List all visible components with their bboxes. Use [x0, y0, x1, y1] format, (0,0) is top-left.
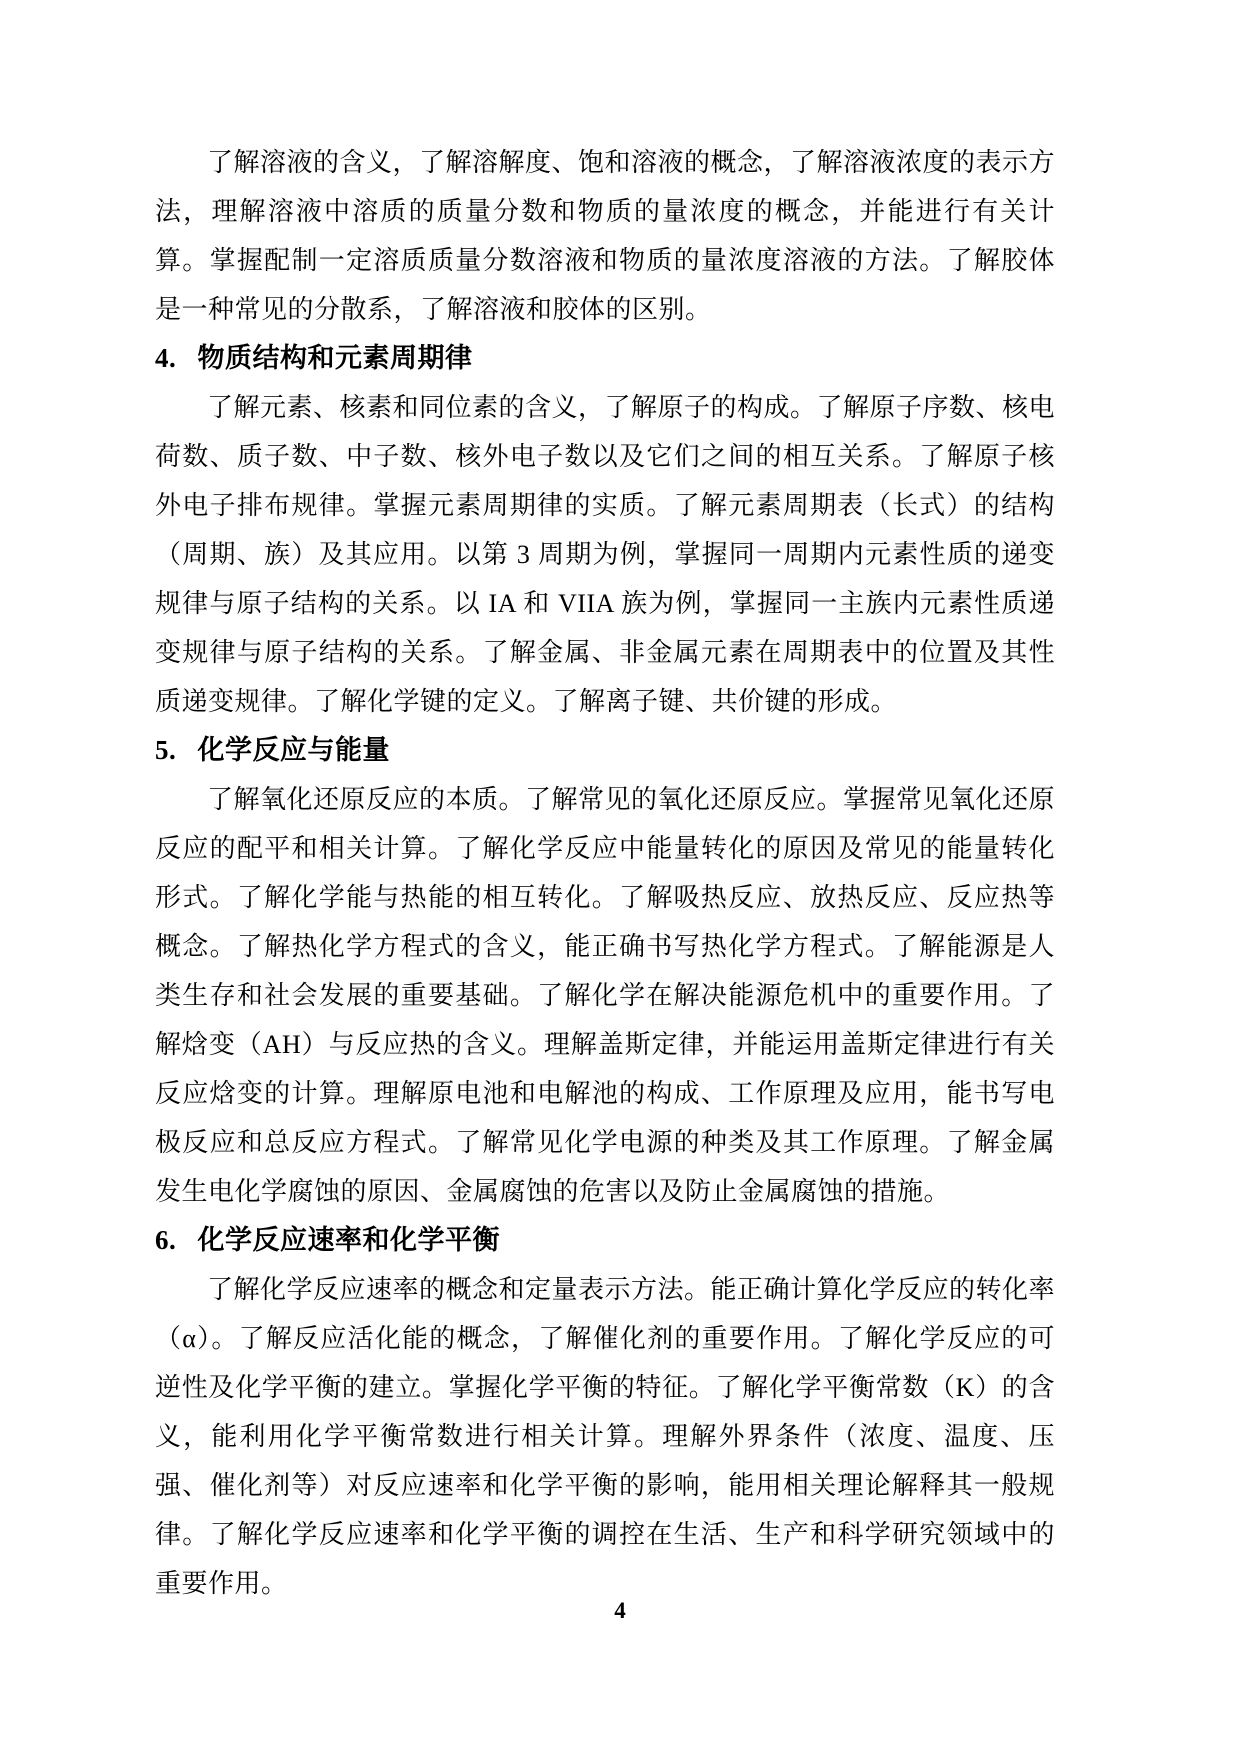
section-heading-4: [155, 334, 1055, 383]
section-title: 化学反应速率和化学平衡: [197, 1225, 500, 1255]
section-5-paragraph: 了解氧化还原反应的本质。了解常见的氧化还原反应。掌握常见氧化还原反应的配平和相关计算。了解化学反应中能量转化的原因及常见的能量转化形式。了解化学能与热能的相互转化。了解吸热反应、放热反应、反应热等概念。了解热化学方程式的含义，能正确书写热化学方程式。了解能源是人类生存和社会发展的重要基础。了解化学在解决能源危机中的重要作用。了解焓变（AH）与反应热的含义。理解盖斯定律，并能运用盖斯定律进行有关反应焓变的计算。理解原电池和电解池的构成、工作原理及应用，能书写电极反应和总反应方程式。了解常见化学电源的种类及其工作原理。了解金属发生电化学腐蚀的原因、金属腐蚀的危害以及防止金属腐蚀的措施。: [155, 785, 1056, 1206]
document-body: [155, 138, 1055, 1608]
page-number: 4: [614, 1598, 626, 1623]
section-6-paragraph: 了解化学反应速率的概念和定量表示方法。能正确计算化学反应的转化率（α）。了解反应活化能的概念，了解催化剂的重要作用。了解化学反应的可逆性及化学平衡的建立。掌握化学平衡的特征。了解化学平衡常数（K）的含义，能利用化学平衡常数进行相关计算。理解外界条件（浓度、温度、压强、催化剂等）对反应速率和化学平衡的影响，能用相关理论解释其一般规律。了解化学反应速率和化学平衡的调控在生活、生产和科学研究领域中的重要作用。: [155, 1275, 1056, 1598]
section-title: 化学反应与能量: [197, 735, 390, 765]
section-4-paragraph: 了解元素、核素和同位素的含义，了解原子的构成。了解原子序数、核电荷数、质子数、中子数、核外电子数以及它们之间的相互关系。了解原子核外电子排布规律。掌握元素周期律的实质。了解元素周期表（长式）的结构（周期、族）及其应用。以第 3 周期为例，掌握同一周期内元素性质的递变规律与原子结构的关系。以 IA 和 VIIA 族为例，掌握同一主族内元素性质递变规律与原子结构的关系。了解金属、非金属元素在周期表中的位置及其性质递变规律。了解化学键的定义。了解离子键、共价键的形成。: [155, 393, 1056, 716]
section-number: 5.: [155, 735, 177, 765]
section-title: 物质结构和元素周期律: [197, 343, 473, 373]
section-number: 6.: [155, 1225, 177, 1255]
intro-paragraph: 了解溶液的含义，了解溶解度、饱和溶液的概念，了解溶液浓度的表示方法，理解溶液中溶质的质量分数和物质的量浓度的概念，并能进行有关计算。掌握配制一定溶质质量分数溶液和物质的量浓度溶液的方法。了解胶体是一种常见的分散系，了解溶液和胶体的区别。: [155, 148, 1056, 324]
section-heading-6: [155, 1216, 1055, 1265]
section-heading-5: [155, 726, 1055, 775]
section-number: 4.: [155, 343, 177, 373]
